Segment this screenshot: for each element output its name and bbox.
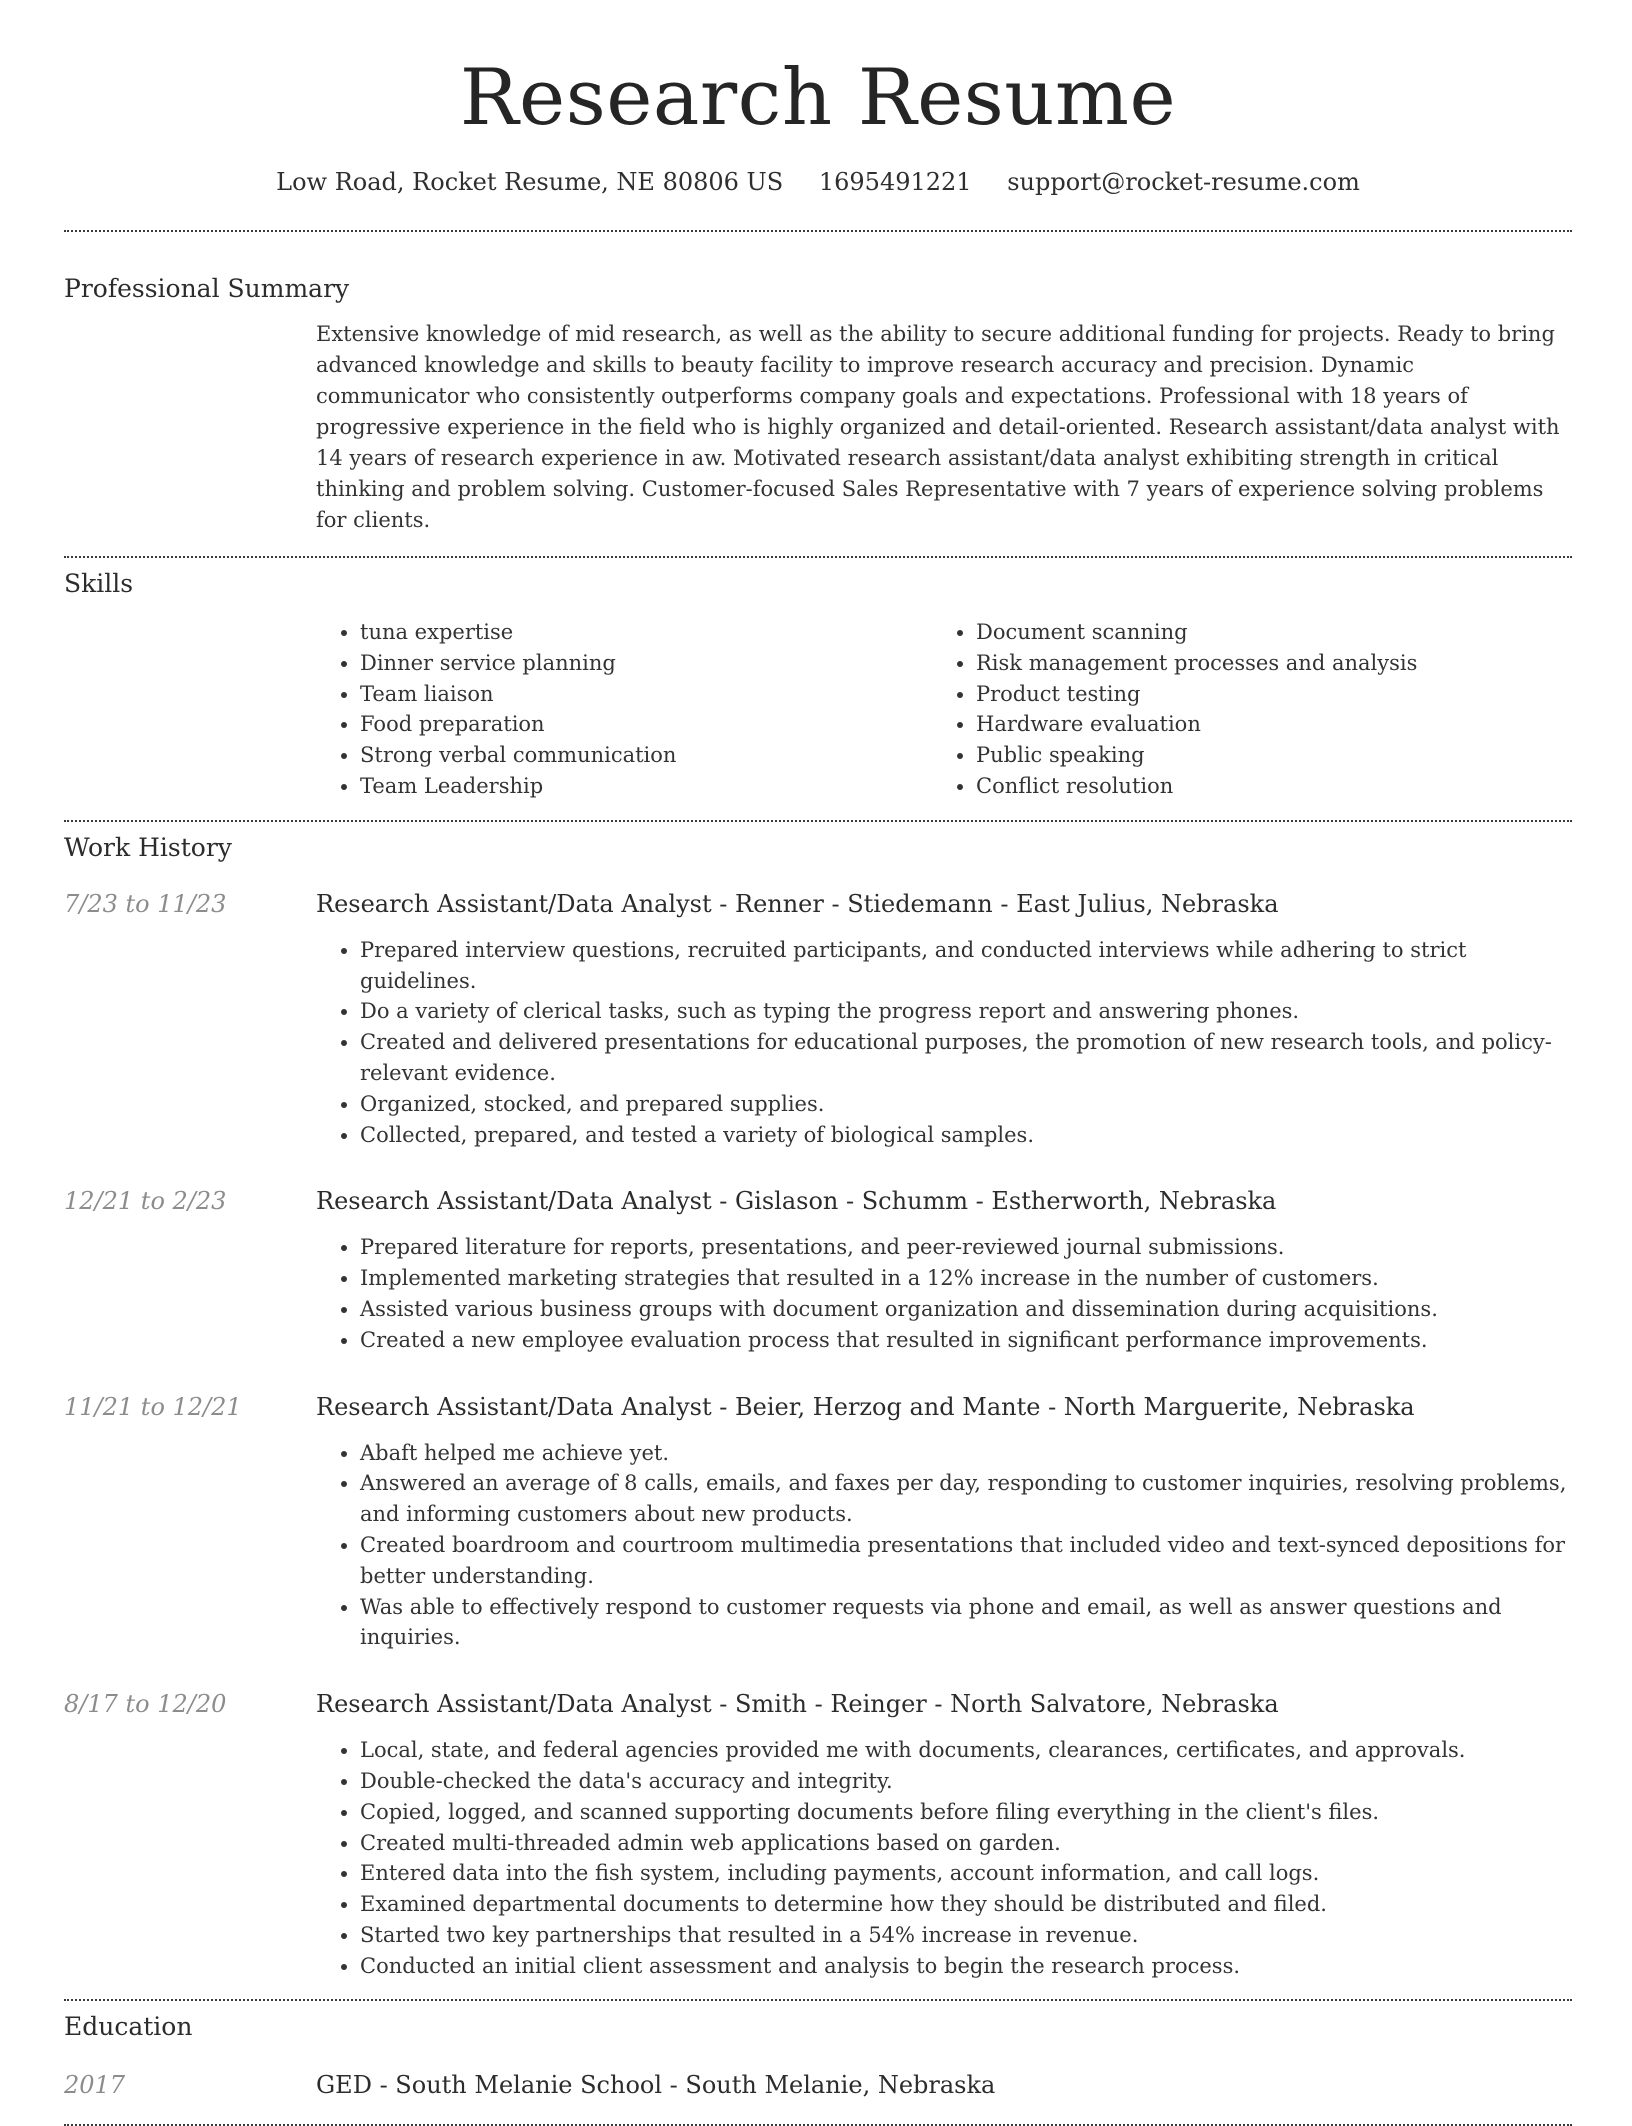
job-bullet: • Entered data into the fish system, including payments, account information, and call logs. xyxy=(360,1858,1572,1889)
contact-line xyxy=(64,166,1572,198)
resume-page xyxy=(64,0,1572,2126)
job-bullet: • Prepared literature for reports, presentations, and peer-reviewed journal submissions. xyxy=(360,1232,1572,1263)
education-degree: GED - South Melanie School - South Melanie, Nebraska xyxy=(316,2070,996,2099)
summary-section xyxy=(316,319,1572,536)
skill-item: • tuna expertise xyxy=(360,617,932,648)
job-dates: 7/23 to 11/23 xyxy=(64,889,227,918)
skill-item: • Public speaking xyxy=(976,740,1548,771)
job-dates: 12/21 to 2/23 xyxy=(64,1187,227,1216)
work-history-title: Work History xyxy=(64,832,232,862)
job-bullets xyxy=(316,1232,1572,1355)
job-bullets xyxy=(316,935,1572,1151)
skills-list-right xyxy=(932,617,1548,802)
skill-item: • Dinner service planning xyxy=(360,648,932,679)
job-header xyxy=(64,887,1572,921)
divider xyxy=(64,1999,1572,2001)
skill-item: • Product testing xyxy=(976,679,1548,710)
skill-item: • Conflict resolution xyxy=(976,771,1548,802)
contact-address: Low Road, Rocket Resume, NE 80806 US xyxy=(276,168,784,196)
contact-email: support@rocket-resume.com xyxy=(1007,168,1360,196)
job-bullet: • Collected, prepared, and tested a variety of biological samples. xyxy=(360,1120,1572,1151)
education-year: 2017 xyxy=(64,2070,126,2099)
contact-phone: 1695491221 xyxy=(818,168,972,196)
job-bullet: • Double-checked the data's accuracy and integrity. xyxy=(360,1766,1572,1797)
skills-title: Skills xyxy=(64,569,134,598)
job-details xyxy=(316,1232,1572,1355)
job-bullets xyxy=(316,1735,1572,1981)
skill-item: • Strong verbal communication xyxy=(360,740,932,771)
resume-name: Research Resume xyxy=(459,53,1177,143)
job-title: Research Assistant/Data Analyst - Gislason - Schumm - Estherworth, Nebraska xyxy=(316,1187,1277,1216)
skill-item: • Hardware evaluation xyxy=(976,709,1548,740)
job-details xyxy=(316,935,1572,1151)
skills-section xyxy=(316,617,1572,802)
skills-list-left xyxy=(316,617,932,802)
job-bullet: • Created multi-threaded admin web applications based on garden. xyxy=(360,1828,1572,1859)
skill-item: • Team Leadership xyxy=(360,771,932,802)
job-dates: 11/21 to 12/21 xyxy=(64,1392,242,1421)
job-bullet: • Local, state, and federal agencies provided me with documents, clearances, certificates, and approvals. xyxy=(360,1735,1572,1766)
job-bullet: • Was able to effectively respond to customer requests via phone and email, as well as answer questions and inquiries. xyxy=(360,1592,1572,1654)
divider xyxy=(64,2124,1572,2126)
job-header xyxy=(64,1390,1572,1424)
job-bullet: • Do a variety of clerical tasks, such as typing the progress report and answering phones. xyxy=(360,996,1572,1027)
job-details xyxy=(316,1735,1572,1981)
job-title: Research Assistant/Data Analyst - Smith - Reinger - North Salvatore, Nebraska xyxy=(316,1690,1279,1719)
divider xyxy=(64,820,1572,822)
job-details xyxy=(316,1438,1572,1654)
job-bullet: • Created boardroom and courtroom multimedia presentations that included video and text-synced depositions for better understanding. xyxy=(360,1530,1572,1592)
job-bullet: • Abaft helped me achieve yet. xyxy=(360,1438,1572,1469)
job-header xyxy=(64,1184,1572,1218)
job-bullet: • Implemented marketing strategies that resulted in a 12% increase in the number of customers. xyxy=(360,1263,1572,1294)
job-bullet: • Assisted various business groups with document organization and dissemination during acquisitions. xyxy=(360,1294,1572,1325)
divider xyxy=(64,230,1572,232)
job-title: Research Assistant/Data Analyst - Renner - Stiedemann - East Julius, Nebraska xyxy=(316,889,1279,918)
summary-title: Professional Summary xyxy=(64,274,350,303)
skill-item: • Food preparation xyxy=(360,709,932,740)
job-header xyxy=(64,1687,1572,1721)
skill-item: • Risk management processes and analysis xyxy=(976,648,1548,679)
summary-text: Extensive knowledge of mid research, as well as the ability to secure additional funding for projects. Ready to bring advanced knowledge and skills to beauty facility to improve research accuracy and precision. Dynamic communicator who consistently outperforms company goals and expectations. Professional with 18 years of progressive experience in the field who is highly organized and detail-oriented. Research assistant/data analyst with 14 years of research experience in aw. Motivated research assistant/data analyst exhibiting strength in critical thinking and problem solving. Customer-focused Sales Representative with 7 years of experience solving problems for clients. xyxy=(316,322,1560,532)
job-entry xyxy=(64,1390,1572,1654)
job-bullet: • Created a new employee evaluation process that resulted in significant performance improvements. xyxy=(360,1325,1572,1356)
job-entry xyxy=(64,887,1572,1151)
job-bullet: • Prepared interview questions, recruited participants, and conducted interviews while adhering to strict guidelines. xyxy=(360,935,1572,997)
job-bullet: • Organized, stocked, and prepared supplies. xyxy=(360,1089,1572,1120)
job-entry xyxy=(64,1184,1572,1355)
job-bullet: • Started two key partnerships that resulted in a 54% increase in revenue. xyxy=(360,1920,1572,1951)
education-entry xyxy=(64,2068,1572,2102)
job-bullet: • Answered an average of 8 calls, emails, and faxes per day, responding to customer inquiries, resolving problems, and informing customers about new products. xyxy=(360,1468,1572,1530)
job-title: Research Assistant/Data Analyst - Beier, Herzog and Mante - North Marguerite, Nebraska xyxy=(316,1392,1415,1421)
divider xyxy=(64,556,1572,558)
job-bullet: • Created and delivered presentations for educational purposes, the promotion of new research tools, and policy-relevant evidence. xyxy=(360,1027,1572,1089)
education-title: Education xyxy=(64,2011,193,2041)
job-bullet: • Conducted an initial client assessment and analysis to begin the research process. xyxy=(360,1951,1572,1982)
job-dates: 8/17 to 12/20 xyxy=(64,1690,227,1719)
job-entry xyxy=(64,1687,1572,1981)
skill-item: • Document scanning xyxy=(976,617,1548,648)
job-bullet: • Examined departmental documents to determine how they should be distributed and filed. xyxy=(360,1889,1572,1920)
skill-item: • Team liaison xyxy=(360,679,932,710)
job-bullet: • Copied, logged, and scanned supporting documents before filing everything in the client's files. xyxy=(360,1797,1572,1828)
job-bullets xyxy=(316,1438,1572,1654)
